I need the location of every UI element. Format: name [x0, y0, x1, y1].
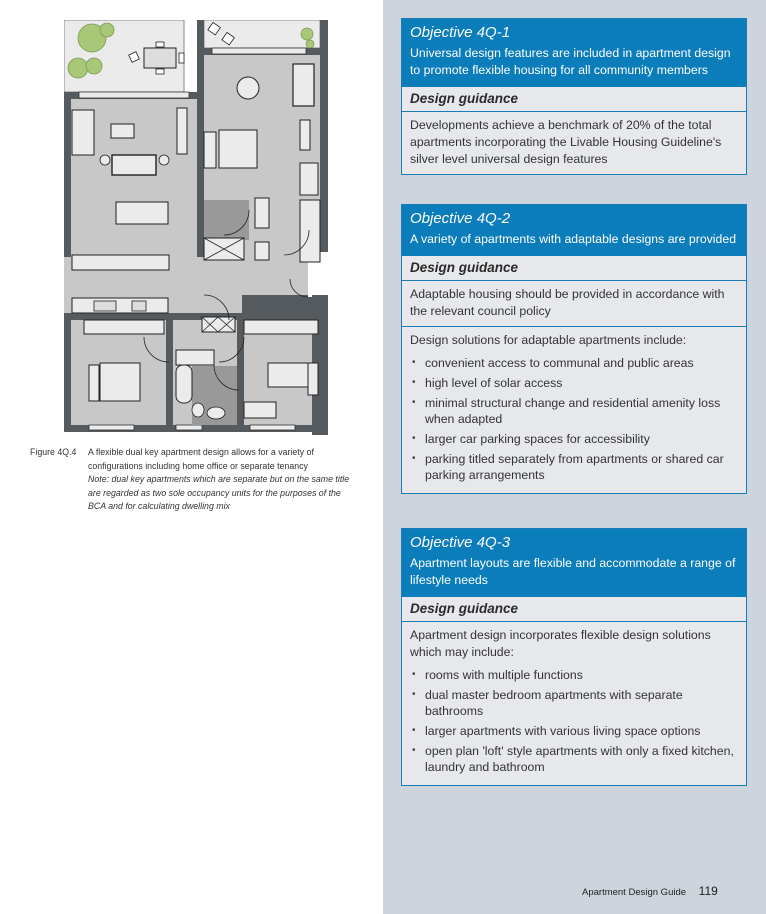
kitchen-counter — [72, 298, 168, 313]
bullet-list — [410, 355, 738, 483]
objective-4q-2 — [401, 204, 747, 494]
bullet-item: • convenient access to communal and public areas — [410, 355, 738, 371]
design-guidance-block — [402, 622, 746, 785]
design-guidance-intro: Apartment design incorporates flexible design solutions which may include: — [410, 628, 711, 659]
bullet-item: • minimal structural change and residential amenity loss when adapted — [410, 395, 738, 427]
sofa — [72, 110, 94, 155]
figure-caption — [30, 446, 350, 514]
objective-4q-3 — [401, 528, 747, 786]
sofa — [112, 155, 156, 175]
bullet-item: • larger car parking spaces for accessibility — [410, 431, 738, 447]
design-guidance-block — [402, 326, 746, 493]
figure-note: Note: dual key apartments which are separate but on the same title are regarded as two sole occupancy units for the purposes of the BCA and for calculating dwelling mix — [88, 474, 350, 511]
figure-caption-text: A flexible dual key apartment design allows for a variety of configurations including home office or separate tenancy — [88, 447, 314, 471]
bullet-item: • open plan 'loft' style apartments with only a fixed kitchen, laundry and bathroom — [410, 743, 738, 775]
design-guidance-intro: Design solutions for adaptable apartments include: — [410, 333, 687, 347]
bullet-item: • dual master bedroom apartments with separate bathrooms — [410, 687, 738, 719]
round-table — [237, 77, 259, 99]
objective-title: Objective 4Q-2 — [410, 210, 511, 227]
design-guidance-heading: Design guidance — [402, 597, 746, 622]
bed — [100, 363, 140, 401]
objective-description: Apartment layouts are flexible and accommodate a range of lifestyle needs — [410, 556, 736, 587]
bullet-item: • rooms with multiple functions — [410, 667, 738, 683]
desk — [244, 402, 276, 418]
page-footer — [582, 884, 718, 898]
design-guidance-text: Adaptable housing should be provided in accordance with the relevant council policy — [410, 287, 725, 318]
objective-description: A variety of apartments with adaptable designs are provided — [410, 232, 737, 246]
page-number: 119 — [698, 884, 718, 898]
balcony-table — [144, 48, 176, 68]
objective-title: Objective 4Q-3 — [410, 534, 511, 551]
dining-table — [116, 202, 168, 224]
floor-plan-figure — [64, 20, 328, 440]
bullet-item: • parking titled separately from apartments or shared car parking arrangements — [410, 451, 738, 483]
objective-header — [402, 19, 746, 87]
figure-label: Figure 4Q.4 — [30, 447, 77, 457]
kitchen-bench — [72, 255, 169, 270]
objective-4q-1 — [401, 18, 747, 175]
design-guidance-heading: Design guidance — [402, 256, 746, 281]
objective-title: Objective 4Q-1 — [410, 24, 511, 41]
objective-description: Universal design features are included in apartment design to promote flexible housing for all community members — [410, 46, 731, 77]
objective-header — [402, 529, 746, 597]
objective-header — [402, 205, 746, 256]
design-guidance-text: Developments achieve a benchmark of 20% of the total apartments incorporating the Livable Housing Guideline's silver level universal design features — [410, 118, 722, 166]
bathtub — [176, 365, 192, 403]
bullet-list — [410, 667, 738, 775]
bed — [219, 130, 257, 168]
bullet-item: • larger apartments with various living space options — [410, 723, 738, 739]
bullet-item: • high level of solar access — [410, 375, 738, 391]
bed — [268, 363, 308, 387]
publication-title: Apartment Design Guide — [582, 887, 687, 898]
design-guidance-heading: Design guidance — [402, 87, 746, 112]
